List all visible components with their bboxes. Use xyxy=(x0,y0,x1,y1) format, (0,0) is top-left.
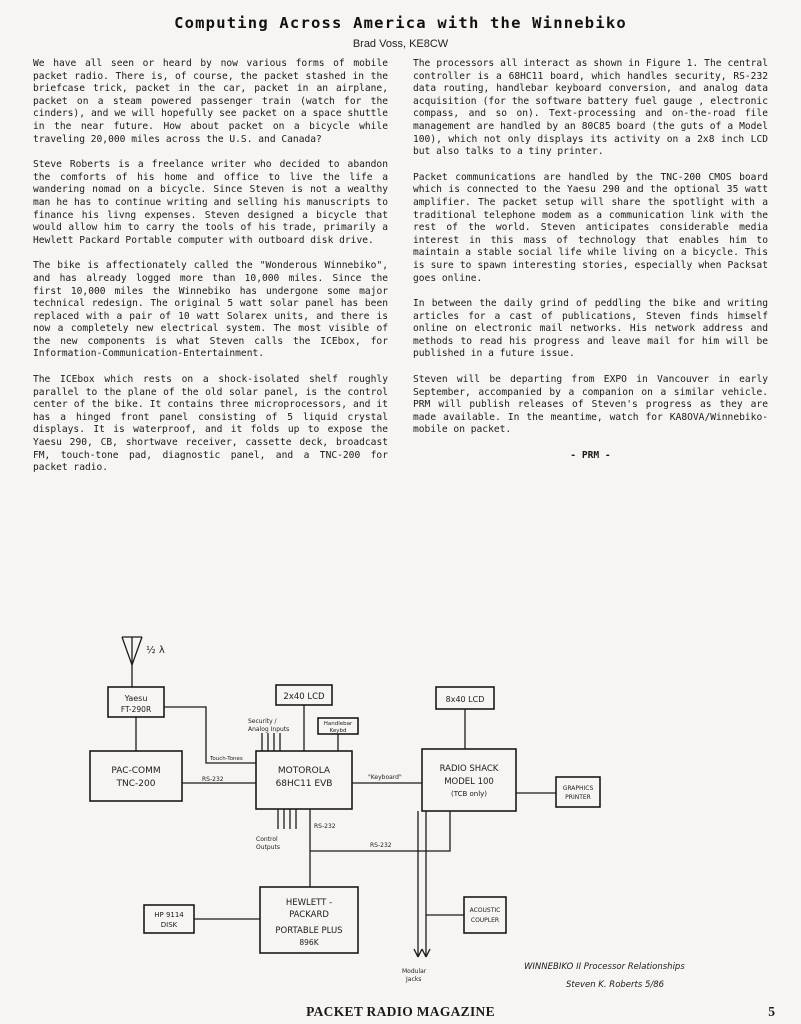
paragraph: In between the daily grind of peddling the bike and writing articles for a cast of publications, Steven finds himself online on electronic mail networks. His network address and methods to read his progress and leave mail for him will be published in a future issue. xyxy=(413,298,768,360)
diagram-caption: WINNEBIKO II Processor Relationships xyxy=(524,962,685,972)
signature: - PRM - xyxy=(570,450,611,462)
hp-disk-label-2: DISK xyxy=(160,921,178,929)
diagram-credit: Steven K. Roberts 5/86 xyxy=(566,980,665,990)
control-label: Control xyxy=(256,836,278,843)
hp-label-2: PACKARD xyxy=(289,910,329,920)
yaesu-model: FT-290R xyxy=(120,705,152,714)
printer-label-2: PRINTER xyxy=(565,794,591,801)
touch-tones-label: Touch-Tones xyxy=(210,756,243,762)
paragraph: We have all seen or heard by now various forms of mobile packet radio. There is, of course, the packet stashed in the briefcase trick, packet in the car, packet in an airplane, packet on a steam powered passenger train (watch for the cinders), and we will hopefully see packet on a space shuttle in the near future. How about packet on a bicycle while traveling 20,000 miles across the U.S. and Canada? xyxy=(33,58,388,145)
radio-shack-model: MODEL 100 xyxy=(444,777,494,787)
modular-label: Modular xyxy=(402,968,427,975)
graphics-printer-box xyxy=(556,777,600,807)
keyboard-label: "Keyboard" xyxy=(368,774,402,781)
handlebar-label: Handlebar xyxy=(323,721,353,727)
radio-shack-label: RADIO SHACK xyxy=(439,764,499,774)
motorola-model: 68HC11 EVB xyxy=(275,779,333,789)
paragraph: The processors all interact as shown in Figure 1. The central controller is a 68HC11 board, which handles security, RS-232 data routing, handlebar keyboard conversion, and analog data acquisition (for the software battery fuel gauge , electronic compass, and so on). Text-processing and on-the-road file management are handled by an 80C85 board (the guts of a Model 100), which not only displays its activity on a 2x8 inch LCD but also talks to a tiny printer. xyxy=(413,58,768,158)
analog-label: Analog Inputs xyxy=(248,726,290,733)
right-column xyxy=(413,58,768,463)
left-column xyxy=(33,58,388,488)
coupler-label: ACOUSTIC xyxy=(469,907,501,914)
rs232-label-a: RS-232 xyxy=(202,776,224,783)
paragraph: Steve Roberts is a freelance writer who decided to abandon the comforts of his home and office to live the life a wandering nomad on a bicycle. Since Steven is not a wealthy man he has to continue writing and selling his manuscripts to finance his livng expenses. Steven designed a bicycle that would allow him to carry the tools of his trade, primarily a Hewlett Packard Portable computer with outboard disk drive. xyxy=(33,159,388,246)
tnc-label: PAC-COMM xyxy=(111,766,161,776)
hp-memory: 896K xyxy=(299,938,319,947)
lcd-8x40-label: 8x40 LCD xyxy=(445,695,485,704)
paragraph: Steven will be departing from EXPO in Vancouver in early September, accompanied by a companion on a similar vehicle. PRM will publish releases of Steven's progress as they are made available. In the meantime, watch for KA8OVA/Winnebiko-mobile on packet. xyxy=(413,374,768,436)
paragraph: The ICEbox which rests on a shock-isolated shelf roughly parallel to the plane of the old solar panel, is the control center of the bike. It contains three microprocessors, and it has a hinged front panel consisting of 5 liquid crystal displays. It is waterproof, and it folds up to expose the Yaesu 290, CB, shortwave receiver, cassette deck, broadcast FM, touch-tone pad, diagnostic panel, and a TNC-200 for packet radio. xyxy=(33,374,388,474)
handlebar-keybd-label: Keybd xyxy=(329,728,347,734)
coupler-label-2: COUPLER xyxy=(470,917,500,924)
lcd-2x40-label: 2x40 LCD xyxy=(283,692,325,702)
security-label: Security / xyxy=(248,718,277,725)
hp-model: PORTABLE PLUS xyxy=(275,926,343,936)
rs232-label-b: RS-232 xyxy=(314,823,336,830)
radio-shack-note: (TCB only) xyxy=(450,790,488,798)
magazine-name: PACKET RADIO MAGAZINE xyxy=(306,1004,495,1019)
printer-label: GRAPHICS xyxy=(562,785,594,792)
rs232-label-c: RS-232 xyxy=(370,842,392,849)
tnc-model: TNC-200 xyxy=(116,779,156,789)
yaesu-label: Yaesu xyxy=(124,694,148,703)
tnc-box xyxy=(90,751,182,801)
antenna-label: ½ λ xyxy=(146,645,165,656)
acoustic-coupler-box xyxy=(464,897,506,933)
article-byline: Brad Voss, KE8CW xyxy=(352,38,449,50)
jacks-label: Jacks xyxy=(406,976,422,983)
antenna-icon xyxy=(122,637,142,687)
article-title: Computing Across America with the Winnebiko xyxy=(174,14,627,32)
paragraph: The bike is affectionately called the "Wonderous Winnebiko", and has already logged more than 10,000 miles. Since the first 10,000 miles the Winnebiko has undergone some major technical redesign. The original 5 watt solar panel has been replaced with a pair of 10 watt Solarex units, and there is now a completely new electrical system. The most visible of the new components is what Steven calls the ICEbox, for Information-Communication-Entertainment. xyxy=(33,260,388,360)
hp-label: HEWLETT - xyxy=(285,898,333,908)
paragraph: Packet communications are handled by the TNC-200 CMOS board which is connected to the Yaesu 290 and the optional 35 watt amplifier. The packet setup will share the spotlight with a traditional telephone modem as a communication link with the rest of the world. Steven anticipates considerable media interest in this mass of technology that enables him to maintain a stable social life while living on a bicycle. This is sure to spawn interesting stories, especially when Packsat goes online. xyxy=(413,171,768,284)
outputs-label: Outputs xyxy=(256,844,280,851)
page-number: 5 xyxy=(768,1004,775,1019)
processor-diagram xyxy=(0,625,801,1000)
motorola-label: MOTOROLA xyxy=(277,766,331,776)
hp-disk-label: HP 9114 xyxy=(154,911,184,919)
